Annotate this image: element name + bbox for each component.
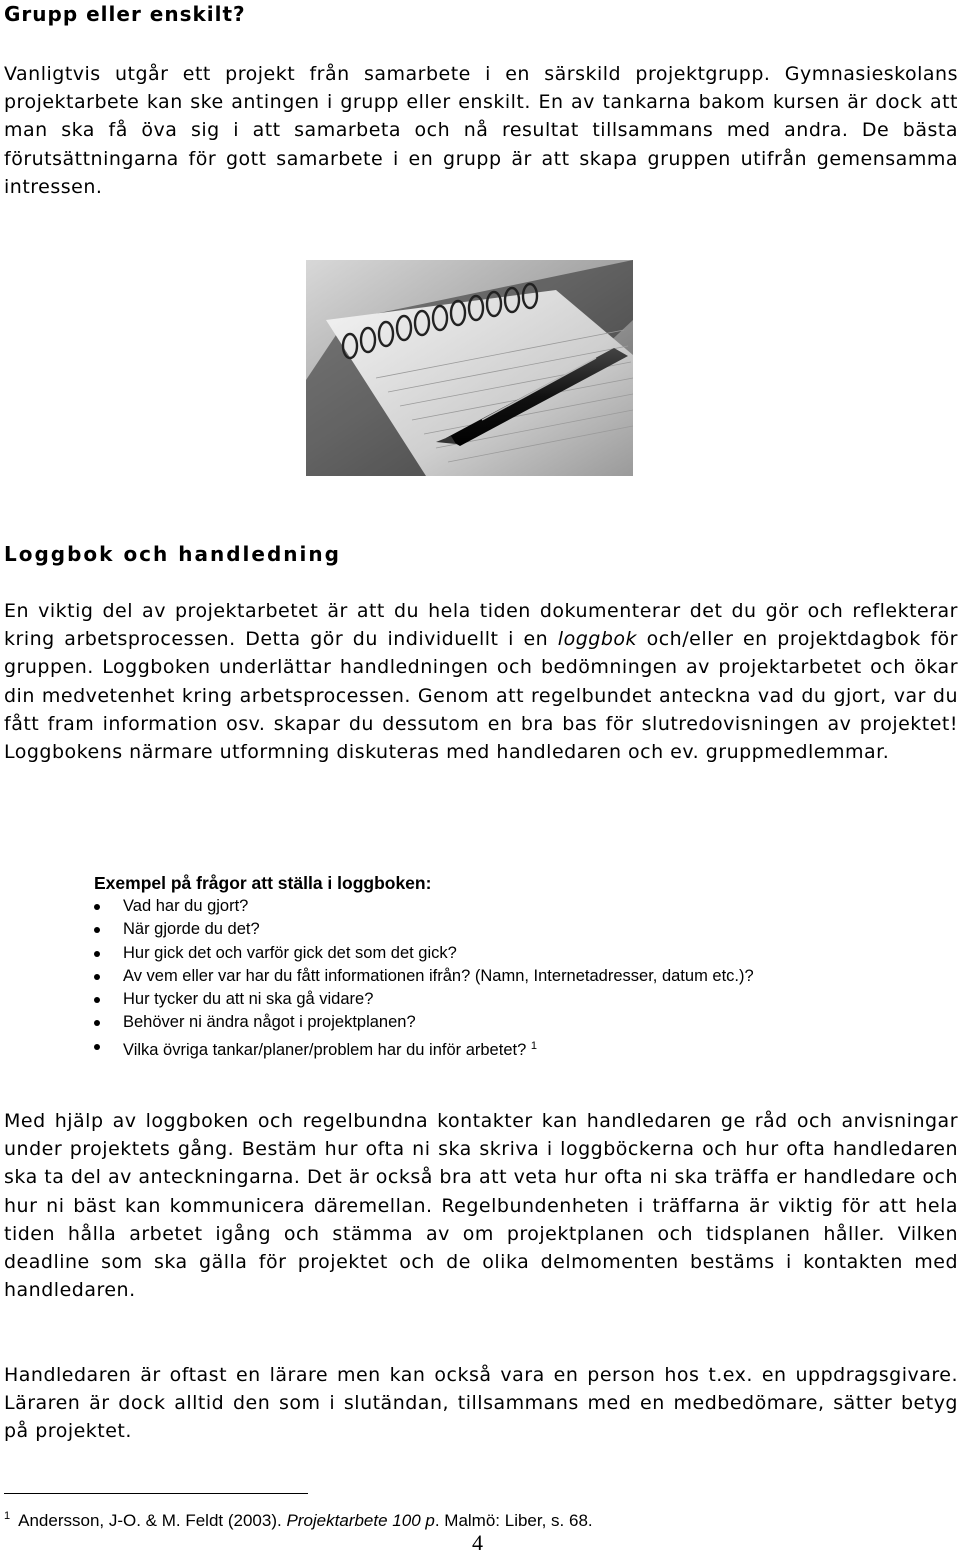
- footnote-separator: [4, 1493, 308, 1494]
- examples-list: [94, 895, 754, 1062]
- list-item: Av vem eller var har du fått informationen ifrån? (Namn, Internetadresser, datum etc.)?: [94, 965, 754, 988]
- notebook-pen-photo: [306, 260, 633, 476]
- logbook-paragraph-part1: En viktig del av projektarbetet är att du hela tiden dokumenterar det du gör och reflekterar kring arbetsprocessen. Detta gör du individuellt i en: [4, 600, 958, 651]
- list-item: Behöver ni ändra något i projektplanen?: [94, 1011, 754, 1034]
- footnote-reference[interactable]: 1: [530, 1039, 537, 1052]
- examples-title: Exempel på frågor att ställa i loggboken:: [94, 873, 432, 893]
- list-item: [94, 1035, 754, 1062]
- footnote-text-part2: . Malmö: Liber, s. 68.: [434, 1511, 593, 1530]
- list-item: Vad har du gjort?: [94, 895, 754, 918]
- section-heading-group: Grupp eller enskilt?: [4, 2, 246, 26]
- section-heading-logbook: Loggbok och handledning: [4, 542, 341, 566]
- guidance-paragraph-2: Handledaren är oftast en lärare men kan också vara en person hos t.ex. en uppdragsgivare. Läraren är dock alltid den som i slutändan, tillsammans med en medbedömare, sätter betyg på projektet.: [4, 1364, 958, 1443]
- logbook-paragraph: [4, 597, 958, 766]
- footnote-text-part1: Andersson, J-O. & M. Feldt (2003).: [18, 1511, 287, 1530]
- list-item-text: Vilka övriga tankar/planer/problem har du inför arbetet?: [123, 1040, 527, 1059]
- list-item: Hur tycker du att ni ska gå vidare?: [94, 988, 754, 1011]
- footnote-book-title: Projektarbete 100 p: [286, 1511, 435, 1530]
- list-item: Hur gick det och varför gick det som det gick?: [94, 942, 754, 965]
- footnote-number: 1: [4, 1510, 11, 1522]
- logbook-paragraph-part2: och/eller en projektdagbok för gruppen. Loggboken underlättar handledningen och bedömningen av projektarbetet och ökar din medvetenhet kring arbetsprocessen. Genom att regelbundet anteckna vad du gjort, var du fått fram information osv. skapar du dessutom en bra bas för slutredovisningen av projektet! Loggbokens närmare utformning diskuteras med handledaren och ev. gruppmedlemmar.: [4, 628, 958, 764]
- guidance-paragraph-1: Med hjälp av loggboken och regelbundna kontakter kan handledaren ge råd och anvisningar under projektets gång. Bestäm hur ofta ni ska skriva i loggböckerna och hur ofta handledaren ska ta del av anteckningarna. Det är också bra att veta hur ofta ni ska träffa er handledare och hur ni bäst kan kommunicera däremellan. Regelbundenheten i träffarna är viktig för att hela tiden hålla arbetet igång och stämma av om projektplanen och tidsplanen håller. Vilken deadline som ska gälla för projektet och de olika delmomenten bestäms i kontakten med handledaren.: [4, 1110, 958, 1302]
- page-number: 4: [472, 1530, 483, 1555]
- list-item: När gjorde du det?: [94, 918, 754, 941]
- footnote: [4, 1503, 593, 1534]
- group-paragraph: Vanligtvis utgår ett projekt från samarbete i en särskild projektgrupp. Gymnasieskolans projektarbete kan ske antingen i grupp eller enskilt. En av tankarna bakom kursen är dock att man ska få öva sig i att samarbeta och nå resultat tillsammans med andra. De bästa förutsättningarna för gott samarbete i en grupp är att skapa gruppen utifrån gemensamma intressen.: [4, 63, 958, 198]
- logbook-term: loggbok: [557, 628, 638, 651]
